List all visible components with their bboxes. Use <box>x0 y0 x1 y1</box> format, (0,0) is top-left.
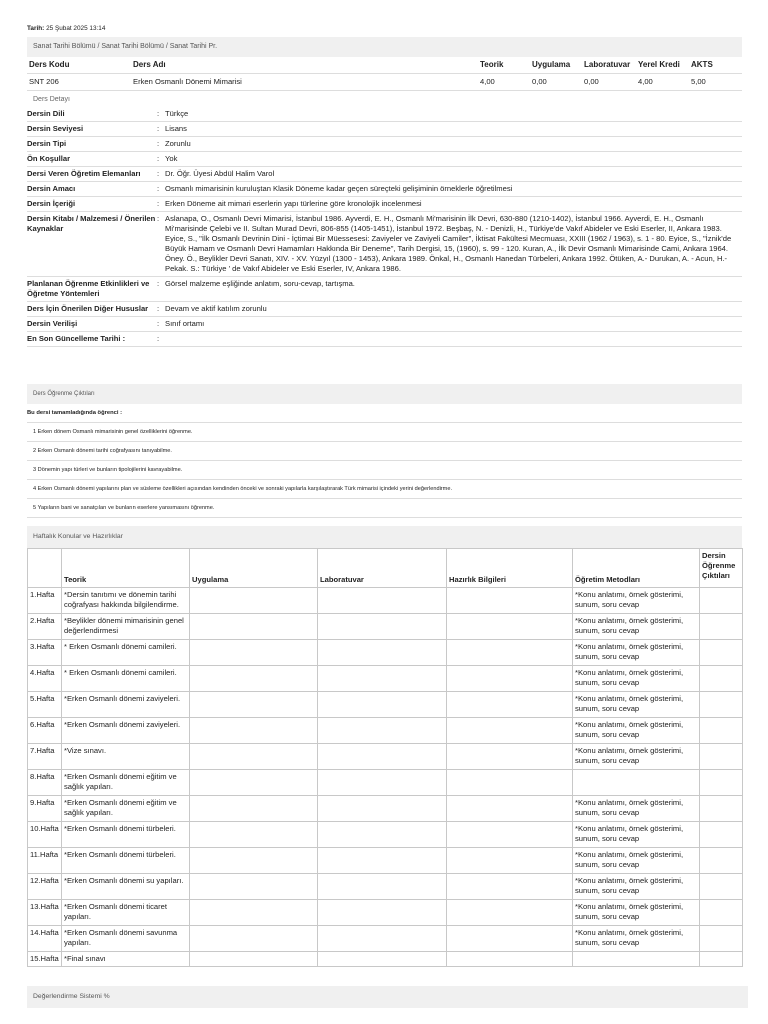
detail-value: Aslanapa, O., Osmanlı Devri Mimarisi, İstanbul 1986. Ayverdi, E. H., Osmanlı Mi'marisinin İlk Devri, 630-880 (1210-1402), İstanbul 1966. Ayverdi, E. H., Osmanlı Mi'marisinde Çelebi ve II. Sultan Murad Devri, 806-855 (1405-1451), İstanbul 1972. Beşbaş, N. - Denizli, H., Türkiye'de Vakıf Abideler ve Eski Eserler, II, Ankara 1983. Eyice, S., "İlk Osmanlı Devrinin Dini - İçtimai Bir Müessesesi: Zaviyeler ve Zaviyeli Camiler", İktisat Fakültesi Mecmuası, XXIII (1962 / 1963), s. 1 - 80. Eyice, S., "İznik'de Büyük Hamam ve Osmanlı Devri Hamamları Hakkında Bir Deneme", Tarih Dergisi, 15, (1960), s. 99 - 120. Kuran, A., İlk Devir Osmanlı Mimarisinde Cami, Ankara 1964. Öney. Ö., Beylikler Devri Sanatı, XIV. - XV. Yüzyıl (1300 - 1453), Ankara 1989. Önkal, H., Osmanlı Hanedan Türbeleri, Ankara 1992. Ötüken, A.- Durukan, A. - Acun, H.- Pekak. S.: Türkiye ' de Vakıf Abideler ve Eski Eserler, IV, Ankara 1986. <box>165 214 732 273</box>
week-row <box>28 874 743 900</box>
week-lab <box>318 848 447 874</box>
week-lab <box>318 666 447 692</box>
course-name: Erken Osmanlı Dönemi Mimarisi <box>133 77 242 86</box>
detail-colon: : <box>157 214 160 223</box>
week-practice <box>190 588 318 614</box>
detail-label: Ders İçin Önerilen Diğer Hususlar <box>27 304 149 313</box>
col-theory: Teorik <box>62 549 190 588</box>
detail-label: Dersin Dili <box>27 109 65 118</box>
detail-list <box>27 107 742 347</box>
course-row <box>27 74 742 91</box>
col-code: Ders Kodu <box>29 60 70 69</box>
week-label: 7.Hafta <box>28 744 62 770</box>
week-prep <box>447 718 573 744</box>
week-lab <box>318 822 447 848</box>
week-outcomes <box>700 874 743 900</box>
detail-row <box>27 107 742 122</box>
week-outcomes <box>700 926 743 952</box>
col-week <box>28 549 62 588</box>
week-label: 3.Hafta <box>28 640 62 666</box>
week-outcomes <box>700 822 743 848</box>
week-method: *Konu anlatımı, örnek gösterimi, sunum, soru cevap <box>573 666 700 692</box>
course-code: SNT 206 <box>29 77 59 86</box>
detail-colon: : <box>157 319 160 328</box>
detail-label: Dersin İçeriği <box>27 199 76 208</box>
weekly-table <box>27 548 743 967</box>
weekly-header-row <box>28 549 743 588</box>
week-outcomes <box>700 848 743 874</box>
outcome-item: 3 Dönemin yapı türleri ve bunların tipolojilerini kavrayabilme. <box>27 461 742 480</box>
weekly-title: Haftalık Konular ve Hazırlıklar <box>27 526 742 548</box>
col-lab: Laboratuvar <box>318 549 447 588</box>
week-row <box>28 770 743 796</box>
week-row <box>28 588 743 614</box>
week-theory: *Erken Osmanlı dönemi eğitim ve sağlık yapıları. <box>62 796 190 822</box>
week-prep <box>447 874 573 900</box>
detail-label: Dersin Seviyesi <box>27 124 84 133</box>
week-lab <box>318 952 447 967</box>
week-outcomes <box>700 640 743 666</box>
week-row <box>28 900 743 926</box>
col-outcomes: Dersin Öğrenme Çıktıları <box>700 549 743 588</box>
detail-value <box>165 332 742 346</box>
course-header-row <box>27 57 742 74</box>
week-practice <box>190 796 318 822</box>
week-outcomes <box>700 666 743 692</box>
detail-colon: : <box>157 109 160 118</box>
course-lab: 0,00 <box>584 77 599 86</box>
course-theory: 4,00 <box>480 77 495 86</box>
detail-label: En Son Güncelleme Tarihi : <box>27 334 126 343</box>
date-value: 25 Şubat 2025 13:14 <box>46 25 106 32</box>
week-prep <box>447 926 573 952</box>
week-theory: *Erken Osmanlı dönemi savunma yapıları. <box>62 926 190 952</box>
detail-row <box>27 332 742 347</box>
week-label: 12.Hafta <box>28 874 62 900</box>
week-row <box>28 952 743 967</box>
week-label: 2.Hafta <box>28 614 62 640</box>
week-outcomes <box>700 770 743 796</box>
detail-label: Dersin Kitabı / Malzemesi / Önerilen Kaynaklar <box>27 214 156 233</box>
week-practice <box>190 718 318 744</box>
week-theory: *Final sınavı <box>62 952 190 967</box>
col-name: Ders Adı <box>133 60 166 69</box>
week-label: 13.Hafta <box>28 900 62 926</box>
week-prep <box>447 640 573 666</box>
week-method: *Konu anlatımı, örnek gösterimi, sunum, soru cevap <box>573 848 700 874</box>
detail-value: Devam ve aktif katılım zorunlu <box>165 304 267 313</box>
week-theory: *Vize sınavı. <box>62 744 190 770</box>
week-lab <box>318 692 447 718</box>
week-method <box>573 770 700 796</box>
outcome-item: 4 Erken Osmanlı dönemi yapılarını plan ve süsleme özellikleri açısından kendinden önceki ve sonraki yapılarla karşılaştırarak Türk mimarisi içindeki yerini değerlendirme. <box>27 480 742 499</box>
week-prep <box>447 614 573 640</box>
week-row <box>28 796 743 822</box>
week-label: 10.Hafta <box>28 822 62 848</box>
week-practice <box>190 744 318 770</box>
detail-label: Dersin Amacı <box>27 184 76 193</box>
detail-row <box>27 302 742 317</box>
week-lab <box>318 796 447 822</box>
week-method: *Konu anlatımı, örnek gösterimi, sunum, soru cevap <box>573 900 700 926</box>
detail-row <box>27 182 742 197</box>
week-practice <box>190 900 318 926</box>
col-lab: Laboratuvar <box>584 60 631 69</box>
week-practice <box>190 952 318 967</box>
week-method: *Konu anlatımı, örnek gösterimi, sunum, soru cevap <box>573 926 700 952</box>
weekly-section <box>27 526 742 967</box>
week-method: *Konu anlatımı, örnek gösterimi, sunum, soru cevap <box>573 614 700 640</box>
week-prep <box>447 848 573 874</box>
week-lab <box>318 614 447 640</box>
week-label: 8.Hafta <box>28 770 62 796</box>
week-lab <box>318 926 447 952</box>
col-practice: Uygulama <box>190 549 318 588</box>
week-row <box>28 640 743 666</box>
detail-row <box>27 197 742 212</box>
outcomes-title: Ders Öğrenme Çıktıları <box>27 384 742 404</box>
outcome-item: 2 Erken Osmanlı dönemi tarihi coğrafyasını tanıyabilme. <box>27 442 742 461</box>
week-row <box>28 692 743 718</box>
detail-value: Lisans <box>165 124 187 133</box>
week-method: *Konu anlatımı, örnek gösterimi, sunum, soru cevap <box>573 744 700 770</box>
week-method: *Konu anlatımı, örnek gösterimi, sunum, soru cevap <box>573 822 700 848</box>
course-local-credit: 4,00 <box>638 77 653 86</box>
col-prep: Hazırlık Bilgileri <box>447 549 573 588</box>
week-method: *Konu anlatımı, örnek gösterimi, sunum, soru cevap <box>573 692 700 718</box>
detail-label: Dersin Tipi <box>27 139 67 148</box>
detail-row <box>27 122 742 137</box>
week-label: 9.Hafta <box>28 796 62 822</box>
week-prep <box>447 770 573 796</box>
course-ects: 5,00 <box>691 77 706 86</box>
week-label: 15.Hafta <box>28 952 62 967</box>
week-outcomes <box>700 952 743 967</box>
course-section <box>27 37 742 347</box>
week-outcomes <box>700 718 743 744</box>
detail-row <box>27 317 742 332</box>
week-prep <box>447 822 573 848</box>
week-method: *Konu anlatımı, örnek gösterimi, sunum, soru cevap <box>573 796 700 822</box>
week-label: 6.Hafta <box>28 718 62 744</box>
course-practice: 0,00 <box>532 77 547 86</box>
week-method: *Konu anlatımı, örnek gösterimi, sunum, soru cevap <box>573 588 700 614</box>
week-prep <box>447 796 573 822</box>
detail-value: Erken Döneme ait mimari eserlerin yapı türlerine göre kronolojik incelenmesi <box>165 199 422 208</box>
week-method: *Konu anlatımı, örnek gösterimi, sunum, soru cevap <box>573 718 700 744</box>
outcome-item: 5 Yapıların bani ve sanatçıları ve bunların eserlere yansımasını öğrenme. <box>27 499 742 518</box>
detail-value: Osmanlı mimarisinin kuruluştan Klasik Döneme kadar geçen süreçteki gelişiminin örneklerle öğretilmesi <box>165 184 513 193</box>
week-theory: *Erken Osmanlı dönemi zaviyeleri. <box>62 692 190 718</box>
week-label: 14.Hafta <box>28 926 62 952</box>
week-practice <box>190 640 318 666</box>
detail-colon: : <box>157 169 160 178</box>
week-practice <box>190 692 318 718</box>
week-label: 11.Hafta <box>28 848 62 874</box>
detail-title: Ders Detayı <box>33 96 70 103</box>
week-outcomes <box>700 692 743 718</box>
week-theory: *Dersin tanıtımı ve dönemin tarihi coğrafyası hakkında bilgilendirme. <box>62 588 190 614</box>
detail-colon: : <box>157 139 160 148</box>
col-ects: AKTS <box>691 60 713 69</box>
week-row <box>28 926 743 952</box>
week-method <box>573 952 700 967</box>
week-lab <box>318 640 447 666</box>
detail-row <box>27 152 742 167</box>
week-method: *Konu anlatımı, örnek gösterimi, sunum, soru cevap <box>573 640 700 666</box>
week-lab <box>318 588 447 614</box>
week-row <box>28 744 743 770</box>
week-prep <box>447 952 573 967</box>
detail-row <box>27 212 742 277</box>
week-lab <box>318 770 447 796</box>
week-prep <box>447 744 573 770</box>
detail-colon: : <box>157 304 160 313</box>
outcome-list <box>27 423 742 518</box>
detail-label: Dersi Veren Öğretim Elemanları <box>27 169 141 178</box>
date-label: Tarih: <box>27 25 45 32</box>
week-theory: *Erken Osmanlı dönemi türbeleri. <box>62 822 190 848</box>
breadcrumb: Sanat Tarihi Bölümü / Sanat Tarihi Bölümü / Sanat Tarihi Pr. <box>27 37 742 57</box>
col-local-credit: Yerel Kredi <box>638 60 680 69</box>
week-row <box>28 614 743 640</box>
week-row <box>28 666 743 692</box>
week-practice <box>190 822 318 848</box>
col-method: Öğretim Metodları <box>573 549 700 588</box>
week-practice <box>190 874 318 900</box>
week-method: *Konu anlatımı, örnek gösterimi, sunum, soru cevap <box>573 874 700 900</box>
detail-colon: : <box>157 334 160 343</box>
detail-colon: : <box>157 199 160 208</box>
week-outcomes <box>700 614 743 640</box>
detail-value: Zorunlu <box>165 139 191 148</box>
week-outcomes <box>700 744 743 770</box>
detail-colon: : <box>157 279 160 288</box>
outcomes-section <box>27 384 742 518</box>
detail-value: Yok <box>165 154 178 163</box>
outcomes-intro: Bu dersi tamamladığında öğrenci : <box>27 404 742 423</box>
week-practice <box>190 848 318 874</box>
week-label: 5.Hafta <box>28 692 62 718</box>
week-lab <box>318 744 447 770</box>
detail-value: Dr. Öğr. Üyesi Abdül Halim Varol <box>165 169 275 178</box>
week-outcomes <box>700 796 743 822</box>
week-theory: *Erken Osmanlı dönemi ticaret yapıları. <box>62 900 190 926</box>
week-row <box>28 718 743 744</box>
week-practice <box>190 614 318 640</box>
week-label: 4.Hafta <box>28 666 62 692</box>
detail-label: Dersin Verilişi <box>27 319 78 328</box>
week-outcomes <box>700 588 743 614</box>
detail-label: Planlanan Öğrenme Etkinlikleri ve Öğretme Yöntemleri <box>27 279 150 298</box>
detail-label: Ön Koşullar <box>27 154 71 163</box>
week-practice <box>190 926 318 952</box>
outcome-item: 1 Erken dönem Osmanlı mimarisinin genel özelliklerini öğrenme. <box>27 423 742 442</box>
week-lab <box>318 900 447 926</box>
detail-value: Sınıf ortamı <box>165 319 205 328</box>
week-row <box>28 822 743 848</box>
col-theory: Teorik <box>480 60 504 69</box>
detail-value: Görsel malzeme eşliğinde anlatım, soru-cevap, tartışma. <box>165 279 355 288</box>
week-prep <box>447 588 573 614</box>
week-practice <box>190 770 318 796</box>
detail-row <box>27 137 742 152</box>
col-practice: Uygulama <box>532 60 571 69</box>
week-prep <box>447 692 573 718</box>
week-prep <box>447 666 573 692</box>
week-theory: *Erken Osmanlı dönemi eğitim ve sağlık yapıları. <box>62 770 190 796</box>
detail-value: Türkçe <box>165 109 189 118</box>
week-theory: *Erken Osmanlı dönemi türbeleri. <box>62 848 190 874</box>
detail-colon: : <box>157 154 160 163</box>
week-label: 1.Hafta <box>28 588 62 614</box>
detail-row <box>27 167 742 182</box>
week-theory: *Beylikler dönemi mimarisinin genel değerlendirmesi <box>62 614 190 640</box>
evaluation-title: Değerlendirme Sistemi % <box>27 986 748 1008</box>
week-theory: * Erken Osmanlı dönemi camileri. <box>62 666 190 692</box>
week-lab <box>318 718 447 744</box>
detail-colon: : <box>157 124 160 133</box>
week-theory: *Erken Osmanlı dönemi zaviyeleri. <box>62 718 190 744</box>
week-prep <box>447 900 573 926</box>
detail-colon: : <box>157 184 160 193</box>
week-practice <box>190 666 318 692</box>
week-row <box>28 848 743 874</box>
week-outcomes <box>700 900 743 926</box>
week-theory: *Erken Osmanlı dönemi su yapıları. <box>62 874 190 900</box>
week-lab <box>318 874 447 900</box>
print-date <box>27 25 105 32</box>
week-theory: * Erken Osmanlı dönemi camileri. <box>62 640 190 666</box>
detail-row <box>27 277 742 302</box>
